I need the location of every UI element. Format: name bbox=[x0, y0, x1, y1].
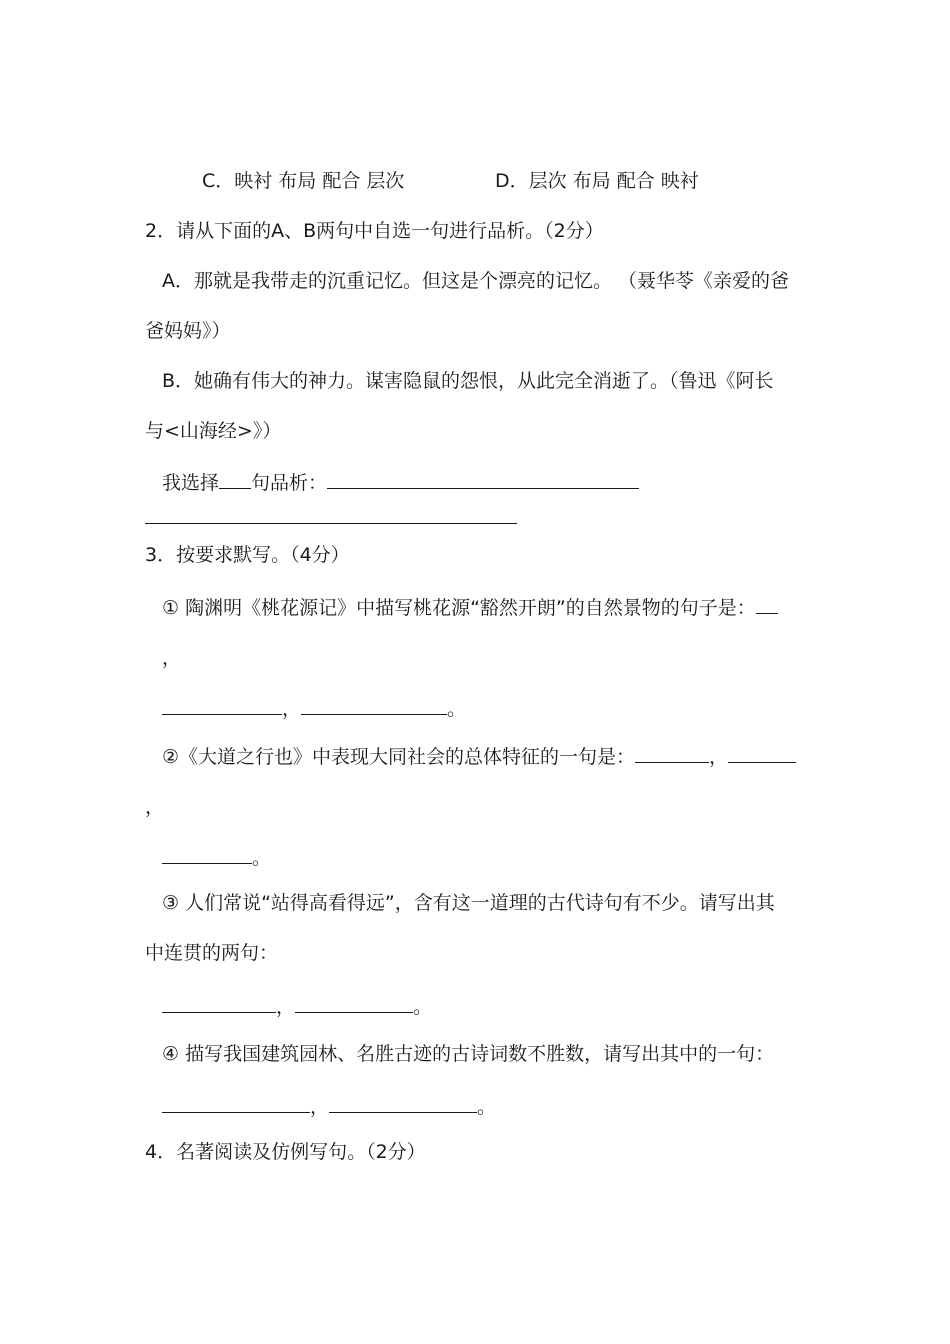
item-3-blank-b[interactable] bbox=[295, 992, 413, 1013]
item-3-line1: ③ 人们常说“站得高看得远”，含有这一道理的古代诗句有不少。请写出其 bbox=[162, 892, 775, 914]
item-4-blank-a[interactable] bbox=[162, 1092, 310, 1113]
item-2-blank-a[interactable] bbox=[635, 742, 709, 763]
item-2-answer: 。 bbox=[162, 843, 271, 871]
item-1-blank-a[interactable] bbox=[756, 593, 778, 614]
question-3-title: 3．按要求默写。（4分） bbox=[145, 544, 350, 566]
analysis-blank[interactable] bbox=[327, 468, 639, 489]
item-1-blank-c[interactable] bbox=[301, 694, 447, 715]
item-1-text: ① 陶渊明《桃花源记》中描写桃花源“豁然开朗”的自然景物的句子是： bbox=[162, 597, 756, 619]
item-2-blank-c[interactable] bbox=[162, 843, 252, 864]
sentence-b-line1: B．她确有伟大的神力。谋害隐鼠的怨恨，从此完全消逝了。（鲁迅《阿长 bbox=[162, 370, 774, 392]
item-2: ②《大道之行也》中表现大同社会的总体特征的一句是： ， bbox=[162, 742, 796, 770]
item-1-answer: ， 。 bbox=[162, 694, 466, 722]
item-4-answer: ， 。 bbox=[162, 1092, 496, 1120]
item-3-answer: ， 。 bbox=[162, 992, 432, 1020]
choice-blank[interactable] bbox=[219, 468, 251, 489]
answer-line bbox=[162, 468, 639, 496]
sentence-a-line2: 爸妈妈》） bbox=[145, 320, 231, 342]
question-4-title: 4．名著阅读及仿例写句。（2分） bbox=[145, 1141, 426, 1163]
item-1-comma: ， bbox=[162, 647, 182, 669]
item-4-blank-b[interactable] bbox=[329, 1092, 477, 1113]
item-2-comma: ， bbox=[145, 796, 165, 818]
item-1-blank-b[interactable] bbox=[162, 694, 282, 715]
item-3-blank-a[interactable] bbox=[162, 992, 276, 1013]
item-2-blank-b[interactable] bbox=[728, 742, 796, 763]
answer-prefix: 我选择 bbox=[162, 472, 220, 494]
analysis-blank-line2[interactable] bbox=[145, 523, 517, 524]
sentence-a-line1: A．那就是我带走的沉重记忆。但这是个漂亮的记忆。 （聂华苓《亲爱的爸 bbox=[162, 270, 790, 292]
item-4: ④ 描写我国建筑园林、名胜古迹的古诗词数不胜数，请写出其中的一句： bbox=[162, 1043, 775, 1065]
item-2-text: ②《大道之行也》中表现大同社会的总体特征的一句是： bbox=[162, 746, 636, 768]
item-3-line2: 中连贯的两句： bbox=[145, 942, 279, 964]
option-c: C．映衬 布局 配合 层次 bbox=[202, 170, 405, 192]
question-2-title: 2．请从下面的A、B两句中自选一句进行品析。（2分） bbox=[145, 220, 604, 242]
option-d: D．层次 布局 配合 映衬 bbox=[495, 170, 699, 192]
sentence-b-line2: 与<山海经>》） bbox=[145, 420, 282, 442]
answer-middle: 句品析： bbox=[251, 472, 328, 494]
item-1 bbox=[162, 593, 778, 621]
